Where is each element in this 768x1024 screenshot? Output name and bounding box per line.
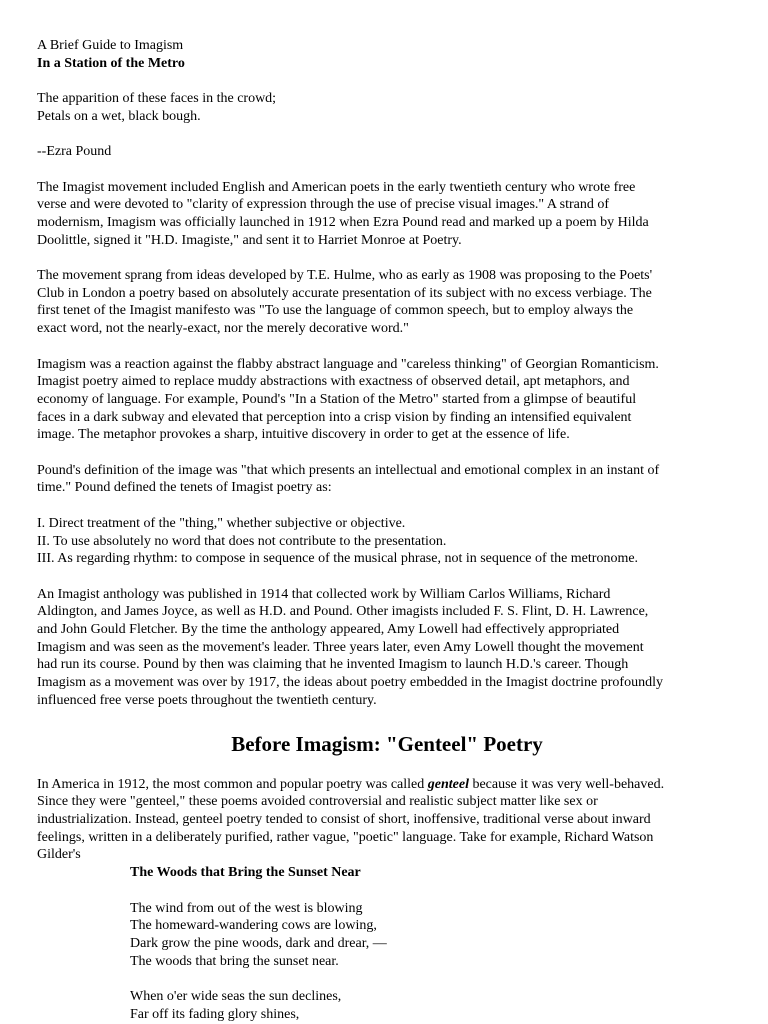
intro-text: because it was very well-behaved. xyxy=(468,776,665,792)
paragraph-line: influenced free verse poets throughout the twentieth century. xyxy=(37,692,377,708)
poem-line: Far off its fading glory shines, xyxy=(130,1006,300,1022)
section-heading: Before Imagism: "Genteel" Poetry xyxy=(231,731,543,756)
paragraph-line: An Imagist anthology was published in 1914 that collected work by William Carlos Williams, Richard xyxy=(37,586,611,602)
poem-line: When o'er wide seas the sun declines, xyxy=(130,989,342,1004)
guide-title: A Brief Guide to Imagism xyxy=(37,38,184,53)
poem-attribution: --Ezra Pound xyxy=(37,144,112,160)
metro-poem-line: The apparition of these faces in the crowd; xyxy=(37,91,277,107)
genteel-term: genteel xyxy=(427,776,469,792)
poem-line: Dark grow the pine woods, dark and drear, — xyxy=(130,935,387,951)
tenet-item: II. To use absolutely no word that does not contribute to the presentation. xyxy=(37,533,447,549)
gilder-poem xyxy=(130,864,737,1023)
paragraph-definition xyxy=(37,462,737,497)
paragraph-line: image. The metaphor provokes a sharp, intuitive discovery in order to get at the essence of life. xyxy=(37,427,570,443)
poem-line: The wind from out of the west is blowing xyxy=(130,900,363,916)
paragraph-line xyxy=(37,776,737,794)
tenet-item: III. As regarding rhythm: to compose in sequence of the musical phrase, not in sequence of the metronome. xyxy=(37,551,639,567)
paragraph-line: The Imagist movement included English and American poets in the early twentieth century who wrote free xyxy=(37,179,636,195)
paragraph-line: Since they were "genteel," these poems avoided controversial and realistic subject matter like sex or xyxy=(37,794,598,810)
paragraph-line: economy of language. For example, Pound's "In a Station of the Metro" started from a glimpse of beautiful xyxy=(37,391,637,407)
paragraph-line: first tenet of the Imagist manifesto was "To use the language of common speech, but to employ always the xyxy=(37,303,634,319)
poem-line: The homeward-wandering cows are lowing, xyxy=(130,918,377,934)
paragraph-line: faces in a dark subway and elevated that perception into a crisp vision by finding an intensified equivalent xyxy=(37,409,632,425)
paragraph-line: Doolittle, signed it "H.D. Imagiste," and sent it to Harriet Monroe at Poetry. xyxy=(37,232,462,248)
paragraph-line: verse and were devoted to "clarity of expression through the use of precise visual images." A strand of xyxy=(37,197,610,213)
paragraph-line: had run its course. Pound by then was claiming that he invented Imagism to launch H.D.'s career. Though xyxy=(37,657,629,673)
intro-text: In America in 1912, the most common and popular poetry was called xyxy=(37,776,428,792)
poem-line: The woods that bring the sunset near. xyxy=(130,953,339,969)
paragraph-line: Imagism and was seen as the movement's leader. Three years later, even Amy Lowell thought the movement xyxy=(37,639,644,655)
paragraph-line: Club in London a poetry based on absolutely accurate presentation of its subject with no excess verbiage. The xyxy=(37,285,652,301)
paragraph-genteel xyxy=(37,776,737,865)
tenet-item: I. Direct treatment of the "thing," whether subjective or objective. xyxy=(37,515,406,531)
document-page xyxy=(37,37,737,1023)
paragraph-line: Aldington, and James Joyce, as well as H.D. and Pound. Other imagists included F. S. Flint, D. H. Lawrence, xyxy=(37,604,649,620)
paragraph-line: Pound's definition of the image was "that which presents an intellectual and emotional complex in an instant of xyxy=(37,462,660,478)
paragraph-line: Imagism as a movement was over by 1917, the ideas about poetry embedded in the Imagist doctrine profoundly xyxy=(37,675,663,691)
paragraph-line: Gilder's xyxy=(37,847,81,863)
paragraph-line: time." Pound defined the tenets of Imagist poetry as: xyxy=(37,480,332,496)
tenets-list xyxy=(37,515,737,568)
paragraph-line: feelings, written in a deliberately purified, rather vague, "poetic" language. Take for example, Richard Watson xyxy=(37,829,654,845)
paragraph-hulme xyxy=(37,267,737,338)
paragraph-line: and John Gould Fletcher. By the time the anthology appeared, Amy Lowell had effectively appropriated xyxy=(37,622,620,638)
paragraph-line: Imagist poetry aimed to replace muddy abstractions with exactness of observed detail, apt metaphors, and xyxy=(37,374,630,390)
metro-poem-line: Petals on a wet, black bough. xyxy=(37,108,201,124)
paragraph-line: The movement sprang from ideas developed by T.E. Hulme, who as early as 1908 was proposing to the Poets' xyxy=(37,268,653,284)
paragraph-line: Imagism was a reaction against the flabby abstract language and "careless thinking" of Georgian Romanticism. xyxy=(37,356,659,372)
paragraph-line: modernism, Imagism was officially launched in 1912 when Ezra Pound read and marked up a poem by Hilda xyxy=(37,214,649,230)
paragraph-line: exact word, not the nearly-exact, nor the merely decorative word." xyxy=(37,321,409,337)
paragraph-imagist-movement xyxy=(37,179,737,250)
paragraph-reaction xyxy=(37,356,737,445)
paragraph-anthology xyxy=(37,586,737,710)
paragraph-line: industrialization. Instead, genteel poetry tended to consist of short, inoffensive, traditional verse about inward xyxy=(37,812,651,827)
gilder-poem-title: The Woods that Bring the Sunset Near xyxy=(130,865,361,881)
poem-title: In a Station of the Metro xyxy=(37,55,185,71)
